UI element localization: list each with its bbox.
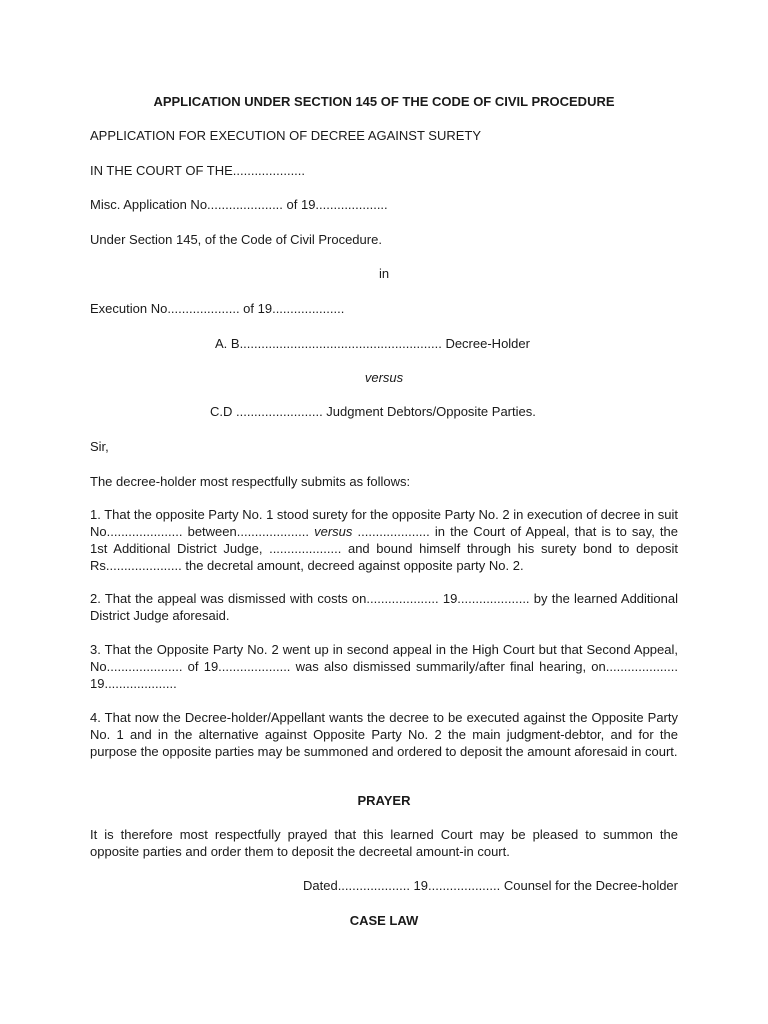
paragraph-4: 4. That now the Decree-holder/Appellant wants the decree to be executed against the Opposite Party No. 1 and in the alternative against Opposite Party No. 2 the main judgment-debtor, and for the purpose the opposite parties may be summoned and ordered to deposit the amount aforesaid in court.: [90, 710, 678, 759]
under-section-line: Under Section 145, of the Code of Civil Procedure.: [90, 232, 382, 247]
paragraph-2: 2. That the appeal was dismissed with costs on.................... 19.................... by the learned Additional District Judge aforesaid.: [90, 591, 678, 623]
party-cd-line: C.D ........................ Judgment Debtors/Opposite Parties.: [210, 404, 536, 419]
paragraph-1: [90, 506, 678, 574]
paragraph-1-before: 1. That the opposite Party No. 1 stood surety for the opposite Party No. 2 in execution of decree in suit No..................... between....................: [90, 507, 678, 539]
document-title: APPLICATION UNDER SECTION 145 OF THE CODE OF CIVIL PROCEDURE: [153, 94, 615, 109]
versus-line: versus: [364, 370, 404, 385]
party-ab-line: A. B........................................................ Decree-Holder: [215, 336, 530, 351]
case-law-heading: CASE LAW: [349, 913, 419, 928]
paragraph-3: 3. That the Opposite Party No. 2 went up in second appeal in the High Court but that Second Appeal, No..................... of 19.................... was also dismissed summarily/after final hearing, on.................... 19....................: [90, 642, 678, 691]
paragraph-1-after: .................... in the Court of Appeal, that is to say, the 1st Additional District Judge, .................... and bound himself through his surety bond to deposit Rs..................... the decretal amount, decreed against opposite party No. 2.: [90, 524, 678, 573]
execution-no-line: Execution No.................... of 19....................: [90, 301, 345, 316]
intro-line: The decree-holder most respectfully submits as follows:: [90, 474, 411, 489]
court-line: IN THE COURT OF THE....................: [90, 163, 306, 178]
misc-application-line: Misc. Application No..................... of 19....................: [90, 197, 388, 212]
paragraph-1-versus: versus: [314, 524, 353, 539]
dated-line: Dated.................... 19.................... Counsel for the Decree-holder: [303, 878, 678, 893]
salutation: Sir,: [90, 439, 109, 454]
prayer-text: It is therefore most respectfully prayed that this learned Court may be pleased to summon the opposite parties and order them to deposit the decreetal amount-in court.: [90, 827, 678, 859]
document-subtitle: APPLICATION FOR EXECUTION OF DECREE AGAINST SURETY: [90, 128, 482, 143]
prayer-heading: PRAYER: [357, 793, 411, 808]
in-word: in: [378, 266, 390, 281]
